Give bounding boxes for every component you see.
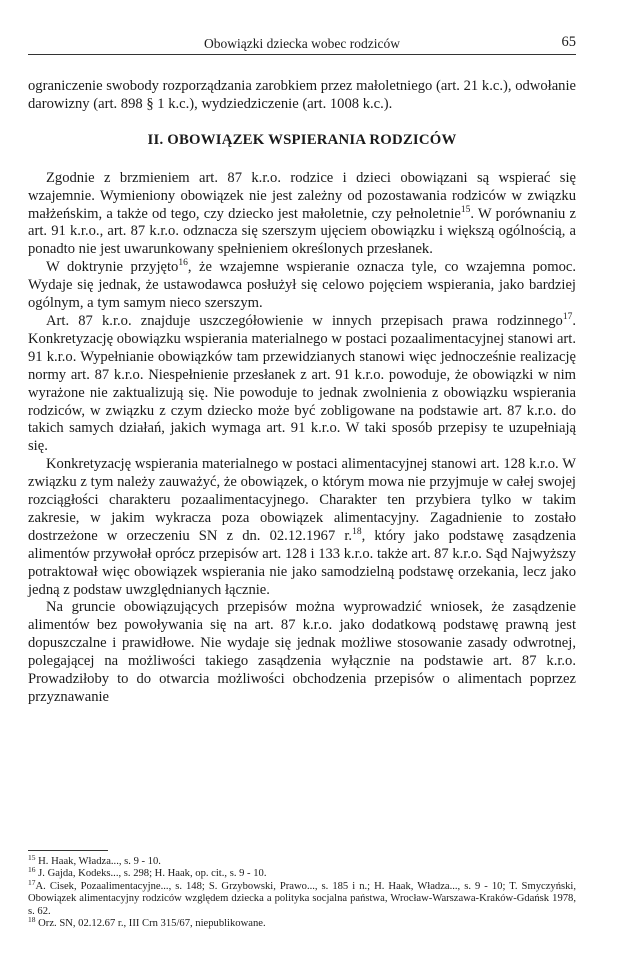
paragraph-text: W doktrynie przyjęto xyxy=(46,259,179,276)
paragraph-text: , który jako podstawę zasądzenia alimentów przywołał oprócz przepisów art. 128 i 133 k.r.o. także art. 87 k.r.o. Sąd Najwyższy potraktował więc obowiązek wspierania nie jako samodzielną podstawę orzekania, lecz jako jedną z podstaw uwzględnianych łącznie. xyxy=(28,527,577,598)
footnote-15 xyxy=(28,853,576,868)
paragraph-4 xyxy=(28,456,576,599)
footnote-ref-15[interactable]: 15 xyxy=(460,204,471,215)
footnote-text: H. Haak, Władza..., s. 9 - 10. xyxy=(38,856,161,867)
footnote-text: Orz. SN, 02.12.67 r., III Crn 315/67, niepublikowane. xyxy=(38,918,266,930)
paragraph-text: Art. 87 k.r.o. znajduje uszczegółowienie w innych przepisach prawa rodzinnego xyxy=(46,312,563,329)
paragraph-text: , że wzajemne wspieranie oznacza tyle, co wzajemna pomoc. Wydaje się jednak, że ustawodawca posłużył się celowo pojęciem wspierania, jako bardziej ogólnym, a tym samym nieco szerszym. xyxy=(28,259,576,312)
footnote-number: 15 xyxy=(28,853,36,862)
footnote-text: A. Cisek, Pozaalimentacyjne..., s. 148; S. Grzybowski, Prawo..., s. 185 i n.; H. Haak, Władza..., s. 9 - 10; T. Smyczyński, Obowiązek alimentacyjny rodziców względem dziecka a polityka socjalna państwa, Wrocław-Warszawa-Kraków-Gdańsk 1978, s. 62. xyxy=(28,880,576,917)
footnote-number: 18 xyxy=(28,915,36,925)
footnote-ref-16[interactable]: 16 xyxy=(178,258,188,269)
paragraph-text: Zgodnie z brzmieniem art. 87 k.r.o. rodzice i dzieci obowiązani są wspierać się wzajemnie. Wymieniony obowiązek nie jest zależny od pozostawania rodziców w związku małżeńskim, a także od tego, czy dziecko jest małoletnie, czy pełnoletnie xyxy=(28,169,576,222)
footnote-18 xyxy=(28,915,576,930)
page-number: 65 xyxy=(561,34,576,50)
footnote-17 xyxy=(28,877,576,918)
section-heading: II. OBOWIĄZEK WSPIERANIA RODZICÓW xyxy=(147,131,457,148)
running-header xyxy=(28,36,576,55)
footnotes xyxy=(28,853,576,930)
footnote-ref-17[interactable]: 17 xyxy=(562,311,573,322)
footnote-16 xyxy=(28,865,576,880)
paragraph-1 xyxy=(28,170,576,260)
footnote-number: 17 xyxy=(28,877,36,887)
main-text xyxy=(28,78,576,707)
paragraph-5: Na gruncie obowiązujących przepisów można wyprowadzić wniosek, że zasądzenie alimentów bez powoływania się na art. 87 k.r.o. jako dodatkową podstawę prawną jest dopuszczalne i prawidłowe. Nie wydaje się jednak możliwe stosowanie zasady odwrotnej, polegającej na możliwości takiego zasądzenia wyłącznie na podstawie art. 87 k.r.o. Prowadziłoby to do otwarcia możliwości obchodzenia przepisów o alimentach poprzez przyznawanie xyxy=(28,599,576,705)
footnote-text: J. Gajda, Kodeks..., s. 298; H. Haak, op. cit., s. 9 - 10. xyxy=(38,868,267,880)
paragraph-text: . Konkretyzację obowiązku wspierania materialnego w postaci pozaalimentacyjnej stanowi art. 91 k.r.o. Wypełnianie obowiązków tam przewidzianych stanowi więc jednocześnie realizację normy art. 87 k.r.o. Niespełnienie przesłanek z art. 91 k.r.o. powoduje, że obowiązki w nim wyrażone nie zaktualizują się. Nie powoduje to jednak zwolnienia z obowiązku wspierania rodziców, w związku z czym dziecko może być zobligowane na podstawie art. 87 k.r.o. do takich samych działań, jakich wymaga art. 91 k.r.o. W taki sposób przepisy te uzupełniają się. xyxy=(28,312,576,455)
paragraph-text: . W porównaniu z art. 91 k.r.o., art. 87 k.r.o. odznacza się szerszym ujęciem obowiązku i większą ogólnością, a ponadto nie jest uwarunkowany spełnieniem określonych przesłanek. xyxy=(28,205,576,258)
footnote-number: 16 xyxy=(28,865,36,875)
footnote-ref-18[interactable]: 18 xyxy=(352,526,362,537)
running-title: Obowiązki dziecka wobec rodziców xyxy=(203,36,401,51)
paragraph-2 xyxy=(28,259,576,313)
paragraph-text: Konkretyzację wspierania materialnego w postaci alimentacyjnej stanowi art. 128 k.r.o. W związku z tym należy zauważyć, że obowiązek, o którym mowa nie przyjmuje w całej swojej rozciągłości charakteru pozaalimentacyjnego. Charakter ten przybiera tylko w takim zakresie, w jakim wykracza poza obowiązek alimentacyjny. Zagadnienie to zostało dostrzeżone w orzeczeniu SN z dn. 02.12.1967 r. xyxy=(28,456,576,544)
paragraph-3 xyxy=(28,313,576,456)
intro-paragraph: ograniczenie swobody rozporządzania zarobkiem przez małoletniego (art. 21 k.c.), odwołanie darowizny (art. 898 § 1 k.c.), wydziedziczenie (art. 1008 k.c.). xyxy=(28,78,576,112)
footnote-separator xyxy=(28,850,108,851)
